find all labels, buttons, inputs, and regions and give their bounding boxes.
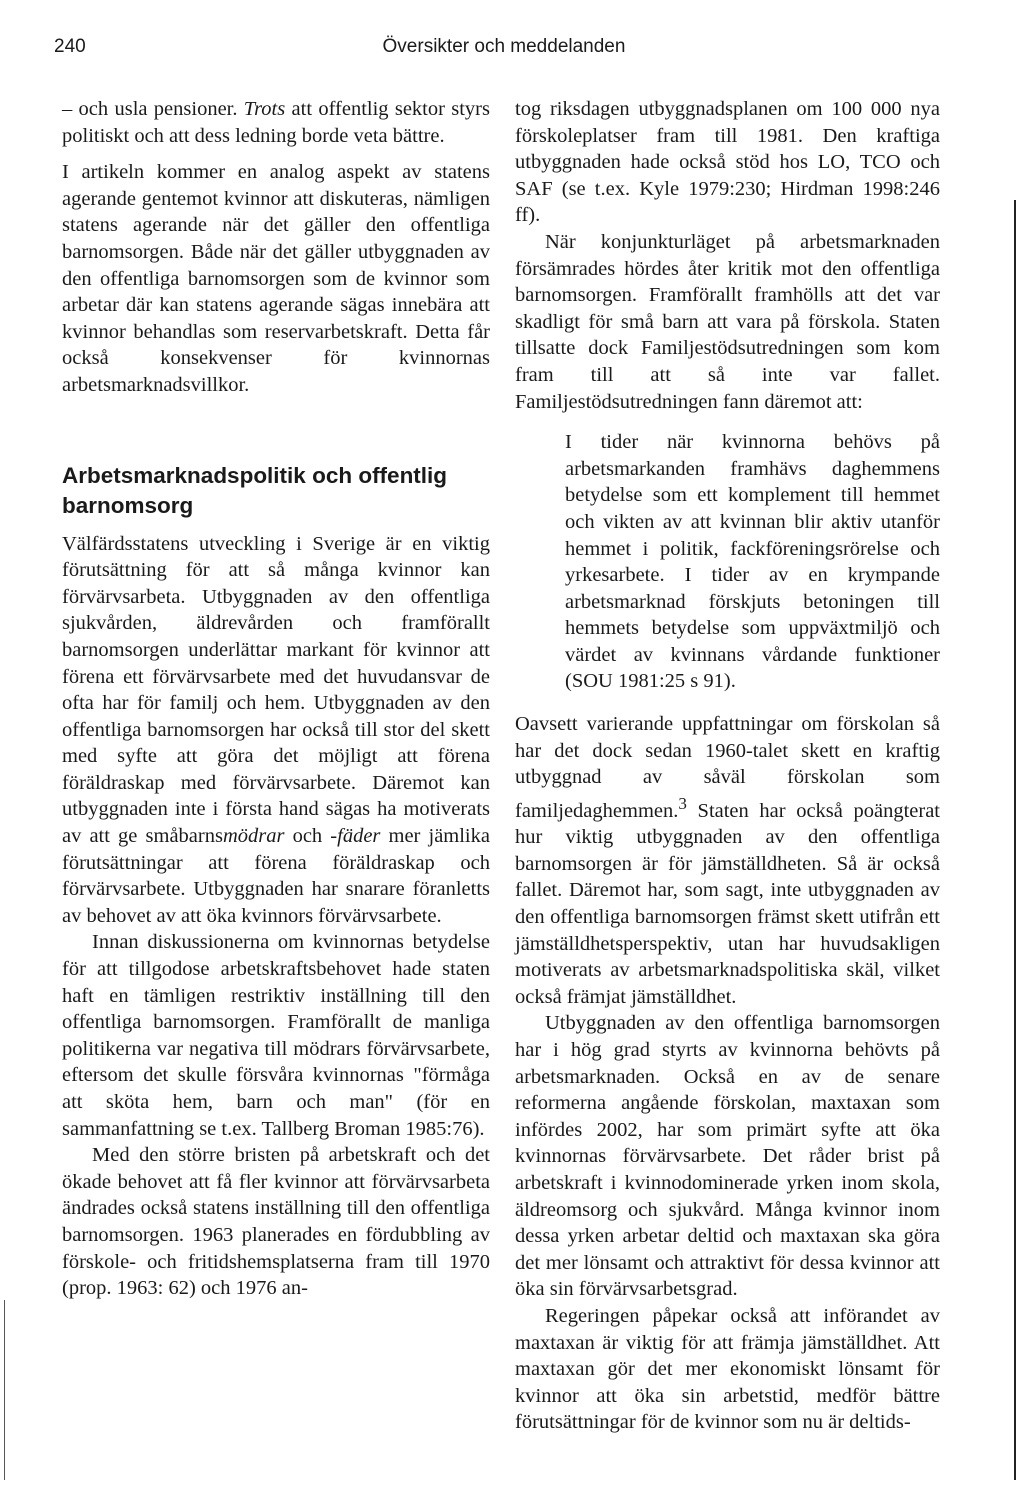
paragraph bbox=[62, 96, 490, 149]
italic-text: -fäder bbox=[330, 825, 381, 848]
text-run: Välfärdsstatens utveckling i Sverige är en viktig förutsättning för att så många kvinnor kan förvärvsarbeta. Utbyggnaden av den offentliga sjukvården, äldrevården och framförallt barnomsorgen underlättar markant för kvinnor att förena ett förvärvsarbete med det huvudansvar de ofta har för familj och hem. Utbyggnaden av den offentliga barnomsorgen har också till stor del skett med syfte att göra det möjligt att förena föräldraskap med förvärvsarbete. Däremot kan utbyggnaden inte i första hand sägas ha motiverats av att ge småbarns bbox=[62, 532, 490, 848]
running-head: Översikter och meddelanden bbox=[382, 36, 626, 57]
paragraph: Innan diskussionerna om kvinnornas betydelse för att tillgodose arbetskraftsbehovet hade staten haft en tämligen restriktiv inställning till den offentliga barnomsorgen. Framförallt de manliga politikerna var negativa till mödrars förvärvsarbete, eftersom det skulle försvåra kvinnornas "förmåga att sköta hem, barn och man" (för en sammanfattning se t.ex. Tallberg Broman 1985:76). bbox=[62, 931, 490, 1140]
text-run: – och usla pensioner. bbox=[62, 98, 244, 120]
italic-text: mödrar bbox=[222, 825, 285, 848]
scan-edge-line bbox=[4, 1300, 5, 1480]
text-run: mer jämlika förutsättningar att förena föräldraskap och förvärvsarbete. Utbyggnaden har snarare föranletts av behovet av att öka kvinnors förvärvsarbete. bbox=[62, 825, 490, 927]
block-quote: I tider när kvinnorna behövs på arbetsmarkanden framhävs daghemmens betydelse som ett komplement till hemmet och vikten av att kvinnan blir aktiv utanför hemmet i politik, fackföreningsrörelse och yrkesarbete. I tider av en krympande arbetsmarknad förskjuts betoningen till hemmets betydelse som uppväxtmiljö och värdet av kvinnans vårdande funktioner (SOU 1981:25 s 91). bbox=[565, 431, 940, 693]
footnote-marker: 3 bbox=[678, 793, 687, 813]
paragraph: När konjunkturläget på arbetsmarknaden försämrades hördes åter kritik mot den offentliga barnomsorgen. Framförallt framhölls att det var skadligt för små barn att vara på förskola. Staten tillsatte dock Familjestödsutredningen som kom fram till att så inte var fallet. Familjestödsutredningen fann däremot att: bbox=[515, 230, 940, 413]
paragraph bbox=[62, 531, 490, 930]
text-run: att offentlig sektor styrs politiskt och att dess ledning borde veta bättre. bbox=[62, 98, 490, 147]
page-header bbox=[54, 36, 954, 66]
right-column bbox=[515, 96, 940, 1436]
paragraph: tog riksdagen utbyggnadsplanen om 100 000 nya förskoleplatser fram till 1981. Den kraftiga utbyggnaden hade också stöd hos LO, TCO och SAF (se t.ex. Kyle 1979:230; Hirdman 1998:246 ff). bbox=[515, 98, 940, 227]
paragraph: Med den större bristen på arbetskraft och det ökade behovet att få fler kvinnor att förvärvsarbeta ändrades också statens inställning till den offentliga barnomsorgen. 1963 planerades en fördubbling av förskole- och fritidshemsplatserna fram till 1970 (prop. 1963: 62) och 1976 an- bbox=[62, 1144, 490, 1300]
text-run: Oavsett varierande uppfattningar om förskolan så har det dock sedan 1960-talet skett en kraftig utbyggnad av såväl förskolan som familjedaghemmen. bbox=[515, 713, 940, 822]
paragraph: Regeringen påpekar också att införandet av maxtaxan är viktig för att främja jämställdhet. Att maxtaxan gör det mer ekonomiskt lönsamt för kvinnor att öka sin arbetstid, medför bättre förutsättningar för de kvinnor som nu är deltids- bbox=[515, 1304, 940, 1434]
left-column bbox=[62, 96, 490, 1302]
paragraph: I artikeln kommer en analog aspekt av statens agerande gentemot kvinnor att diskuteras, nämligen statens agerande när det gäller den offentliga barnomsorgen. Både när det gäller utbyggnaden av den offentliga barnomsorgen som de kvinnor som arbetar där kan statens agerande sägas innebära att kvinnor behandlas som reservarbetskraft. Detta får också konsekvenser för kvinnornas arbetsmarknadsvillkor. bbox=[62, 161, 490, 396]
page-number: 240 bbox=[54, 36, 86, 57]
text-run: och bbox=[284, 825, 331, 848]
text-run: Staten har också poängterat hur viktig utbyggnaden av den offentliga barnomsorgen är för jämställdheten. Så är också fallet. Däremot har, som sagt, inte utbyggnaden av den offentliga barnomsorgen främst skett utifrån ett jämställdhetsperspektiv, utan har huvudsakligen motiverats av arbetsmarknadspolitiska skäl, vilket också främjat jämställdhet. bbox=[515, 799, 940, 1008]
scan-edge-line bbox=[1014, 200, 1016, 1480]
paragraph bbox=[515, 711, 940, 1010]
section-heading: Arbetsmarknadspolitik och offentlig barnomsorg bbox=[62, 462, 448, 518]
paragraph: Utbyggnaden av den offentliga barnomsorgen har i hög grad styrts av kvinnorna behövts på arbetsmarknaden. Också en av de senare reformerna angående förskolan, maxtaxan som infördes 2002, har som primärt syfte att öka kvinnornas förvärvsarbete. Det råder brist på arbetskraft i kvinnodominerade yrken inom skola, äldreomsorg och sjukvård. Många kvinnor inom dessa yrken arbetar deltid och maxtaxan ska göra det mer lönsamt och attraktivt för dessa kvinnor att öka sin förvärvsarbetsgrad. bbox=[515, 1012, 940, 1301]
italic-text: Trots bbox=[243, 98, 286, 120]
